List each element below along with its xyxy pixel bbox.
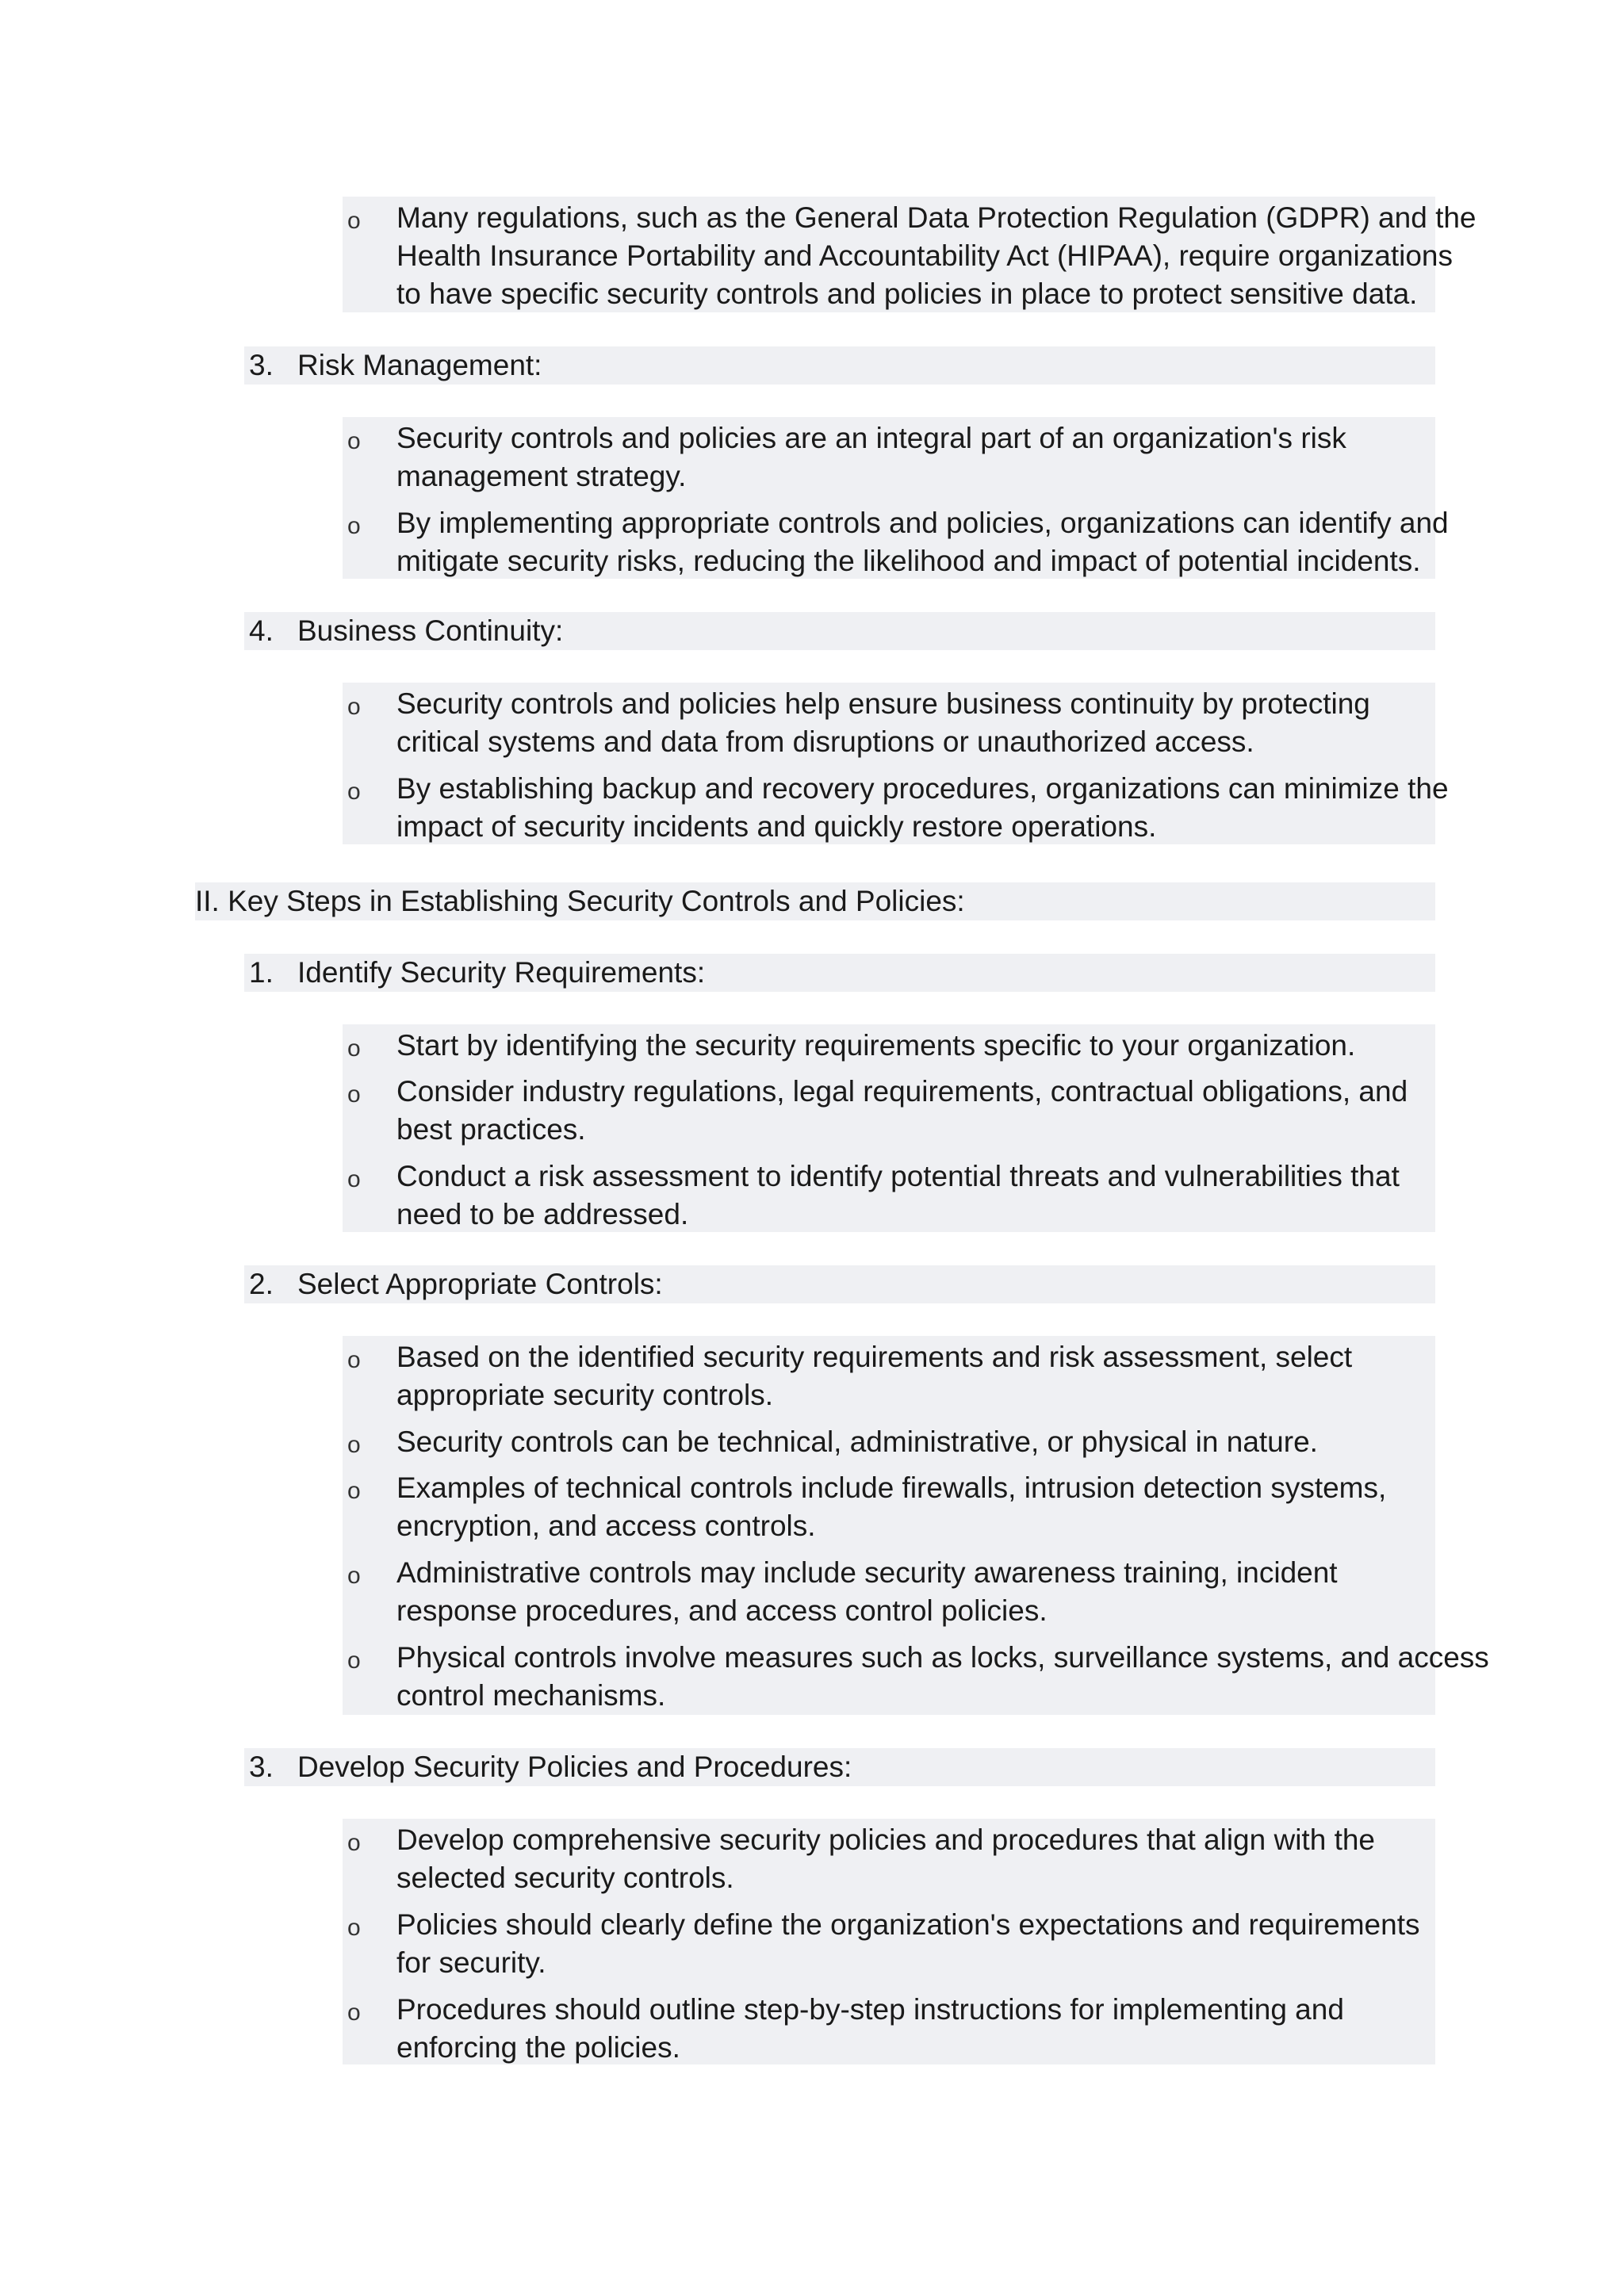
bullet-line: Many regulations, such as the General Data Protection Regulation (GDPR) and the bbox=[396, 201, 1477, 234]
bullet-line: Administrative controls may include security awareness training, incident bbox=[396, 1556, 1338, 1589]
bullet-line: impact of security incidents and quickly restore operations. bbox=[396, 810, 1157, 843]
bullet-line: best practices. bbox=[396, 1113, 586, 1146]
bullet-line: selected security controls. bbox=[396, 1862, 734, 1894]
bullet-line: Develop comprehensive security policies and procedures that align with the bbox=[396, 1823, 1376, 1856]
bullet-marker: o bbox=[347, 513, 361, 539]
bullet-marker: o bbox=[347, 1563, 361, 1589]
bullet-line: Physical controls involve measures such as locks, surveillance systems, and access bbox=[396, 1641, 1489, 1674]
bullet-line: enforcing the policies. bbox=[396, 2031, 680, 2064]
bullet-line: Health Insurance Portability and Accountability Act (HIPAA), require organizations bbox=[396, 239, 1453, 272]
bullet-marker: o bbox=[347, 1166, 361, 1192]
bullet-marker: o bbox=[347, 1647, 361, 1674]
list-number: 1. bbox=[249, 956, 274, 989]
list-heading-select-controls: Select Appropriate Controls: bbox=[297, 1268, 663, 1300]
bullet-marker: o bbox=[347, 1347, 361, 1373]
bullet-line: Consider industry regulations, legal requirements, contractual obligations, and bbox=[396, 1075, 1408, 1108]
bullet-line: control mechanisms. bbox=[396, 1679, 666, 1712]
bullet-line: Security controls and policies help ensure business continuity by protecting bbox=[396, 687, 1370, 720]
section-heading-part-2: II. Key Steps in Establishing Security Controls and Policies: bbox=[195, 885, 965, 917]
bullet-marker: o bbox=[347, 1081, 361, 1108]
bullet-line: Based on the identified security requirements and risk assessment, select bbox=[396, 1341, 1353, 1373]
bullet-marker: o bbox=[347, 1478, 361, 1504]
list-number: 4. bbox=[249, 614, 274, 647]
bullet-marker: o bbox=[347, 428, 361, 454]
bullet-line: Security controls can be technical, administrative, or physical in nature. bbox=[396, 1425, 1318, 1458]
bullet-line: Security controls and policies are an integral part of an organization's risk bbox=[396, 422, 1346, 454]
bullet-line: response procedures, and access control policies. bbox=[396, 1594, 1048, 1627]
bullet-marker: o bbox=[347, 1999, 361, 2026]
list-heading-identify: Identify Security Requirements: bbox=[297, 956, 706, 989]
bullet-marker: o bbox=[347, 1432, 361, 1458]
bullet-line: mitigate security risks, reducing the likelihood and impact of potential incidents. bbox=[396, 545, 1421, 577]
bullet-marker: o bbox=[347, 208, 361, 234]
bullet-marker: o bbox=[347, 779, 361, 805]
bullet-marker: o bbox=[347, 1915, 361, 1941]
bullet-line: Conduct a risk assessment to identify potential threats and vulnerabilities that bbox=[396, 1160, 1400, 1192]
bullet-line: Procedures should outline step-by-step instructions for implementing and bbox=[396, 1993, 1344, 2026]
list-heading-business-continuity: Business Continuity: bbox=[297, 614, 564, 647]
bullet-line: need to be addressed. bbox=[396, 1198, 689, 1230]
bullet-line: Start by identifying the security requirements specific to your organization. bbox=[396, 1029, 1356, 1062]
bullet-marker: o bbox=[347, 1035, 361, 1062]
list-heading-develop-policies: Develop Security Policies and Procedures: bbox=[297, 1751, 852, 1783]
list-number: 2. bbox=[249, 1268, 274, 1300]
bullet-line: Policies should clearly define the organization's expectations and requirements bbox=[396, 1908, 1420, 1941]
list-number: 3. bbox=[249, 1751, 274, 1783]
list-number: 3. bbox=[249, 349, 274, 381]
bullet-line: to have specific security controls and policies in place to protect sensitive data. bbox=[396, 277, 1418, 310]
bullet-marker: o bbox=[347, 694, 361, 720]
bullet-line: management strategy. bbox=[396, 460, 687, 492]
bullet-line: critical systems and data from disruptions or unauthorized access. bbox=[396, 725, 1254, 758]
bullet-marker: o bbox=[347, 1830, 361, 1856]
bullet-line: By establishing backup and recovery procedures, organizations can minimize the bbox=[396, 772, 1449, 805]
bullet-line: appropriate security controls. bbox=[396, 1379, 774, 1411]
bullet-line: encryption, and access controls. bbox=[396, 1510, 816, 1542]
bullet-line: Examples of technical controls include firewalls, intrusion detection systems, bbox=[396, 1471, 1387, 1504]
list-heading-risk-management: Risk Management: bbox=[297, 349, 542, 381]
bullet-line: for security. bbox=[396, 1946, 546, 1979]
bullet-line: By implementing appropriate controls and policies, organizations can identify and bbox=[396, 507, 1449, 539]
